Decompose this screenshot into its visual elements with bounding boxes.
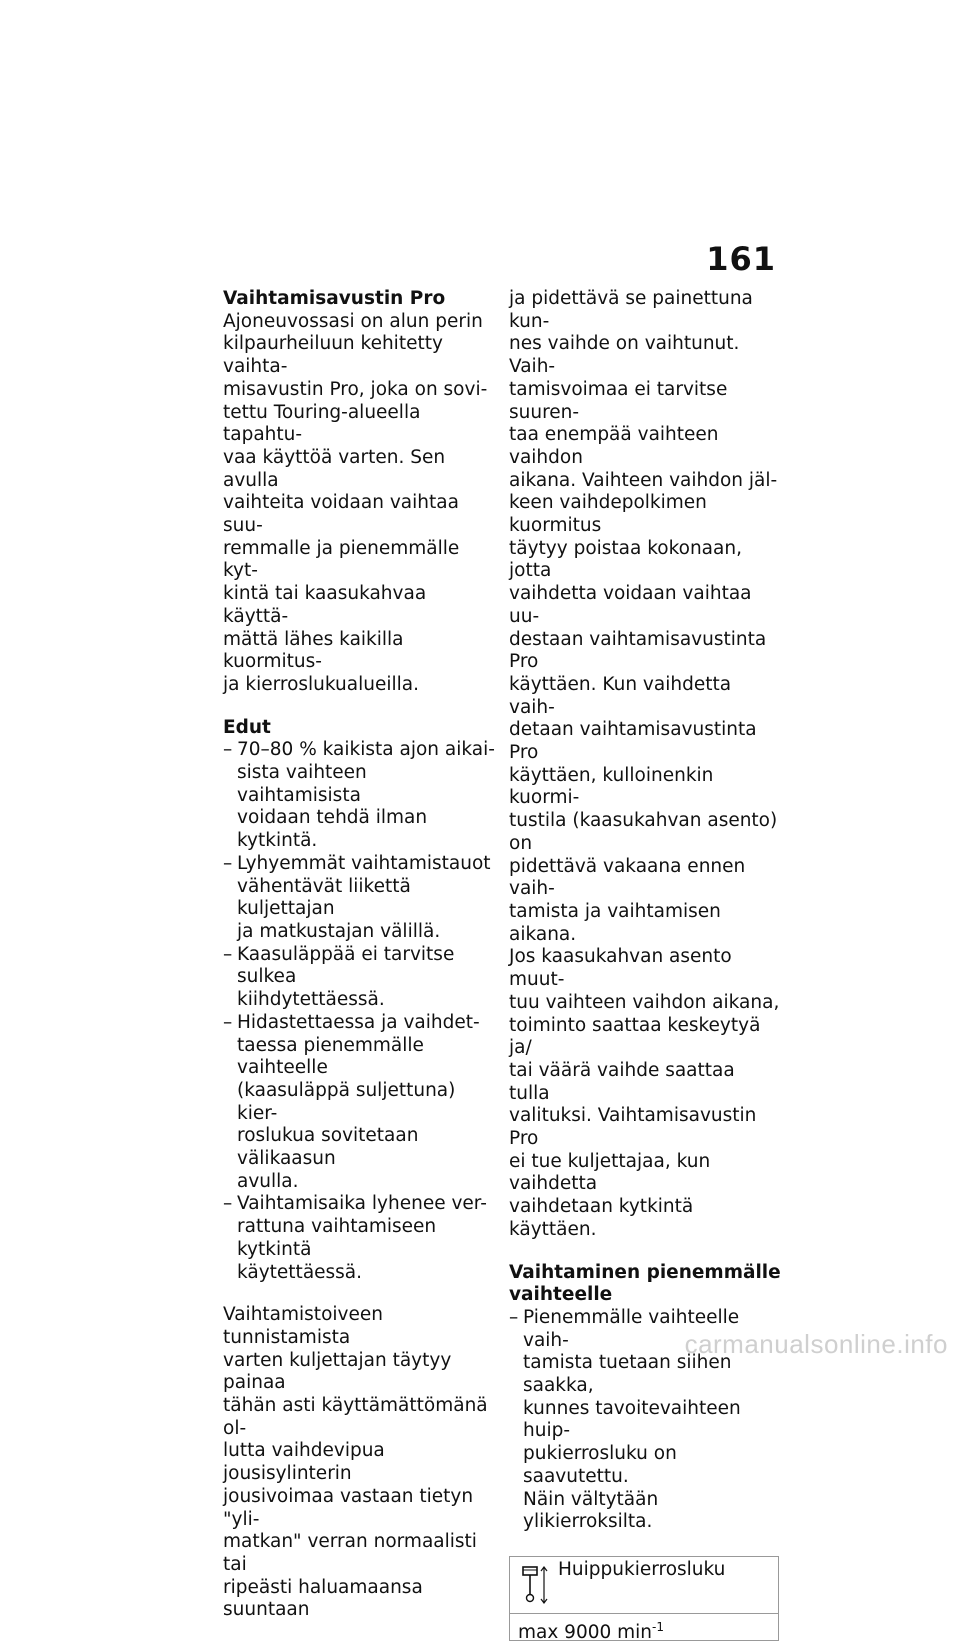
text-line: vaihteita voidaan vaihtaa suu- <box>223 492 459 537</box>
edut-list <box>223 739 495 1284</box>
text-line: detaan vaihtamisavustinta Pro <box>509 719 757 764</box>
watermark: carmanualsonline.info <box>684 1329 948 1359</box>
text-line: tähän asti käyttämättömänä ol- <box>223 1395 488 1439</box>
section-title: Vaihtamisavustin Pro <box>223 288 446 309</box>
text-line: taessa pienemmälle vaihteelle <box>237 1034 424 1079</box>
text-line: tettu Touring-alueella tapahtu- <box>223 401 421 446</box>
text-line: Jos kaasukahvan asento muut- <box>509 946 732 991</box>
list-item: – Kaasuläppää ei tarvitse sulkea kiihdytettäessä. <box>223 944 495 1012</box>
text-line: pukierrosluku on saavutettu. <box>523 1443 677 1487</box>
spec-label: Huippukierrosluku <box>558 1558 726 1580</box>
text-line: Pienemmälle vaihteelle vaih- <box>523 1306 740 1351</box>
spec-value-text: max 9000 min <box>518 1622 653 1644</box>
list-item: – Hidastettaessa ja vaihdet- taessa pienemmälle vaihteelle (kaasuläppä suljettuna) kier- roslukua sovitetaan välikaasun avulla. <box>223 1012 495 1194</box>
text-line: kintä tai kaasukahvaa käyttä- <box>223 583 427 627</box>
list-item: – Vaihtamisaika lyhenee ver- rattuna vaihtamiseen kytkintä käytettäessä. <box>223 1193 495 1284</box>
list-item: – Pienemmälle vaihteelle vaih- tamista tuetaan siihen saakka, kunnes tavoitevaihteen huip- pukierrosluku on saavutettu. Näin vältytään ylikierroksilta. <box>509 1307 781 1534</box>
text-line: keen vaihdepolkimen kuormitus <box>509 492 707 537</box>
text-line: aikana. Vaihteen vaihdon jäl- <box>509 469 778 491</box>
text-line: (kaasuläppä suljettuna) kier- <box>237 1079 456 1124</box>
text-line: destaan vaihtamisavustinta Pro <box>509 628 767 673</box>
text-line: rattuna vaihtamiseen kytkintä <box>237 1216 437 1260</box>
text-line: roslukua sovitetaan välikaasun <box>237 1125 419 1170</box>
text-line: tai väärä vaihde saattaa tulla <box>509 1059 735 1104</box>
text-line: ja matkustajan välillä. <box>237 920 441 942</box>
text-line: sista vaihteen vaihtamisista <box>237 762 367 806</box>
section-title: Vaihtaminen pienemmälle <box>509 1261 781 1283</box>
intro-paragraph <box>223 311 495 697</box>
list-item: – Lyhyemmät vaihtamistauot vähentävät liikettä kuljettajan ja matkustajan välillä. <box>223 853 495 944</box>
text-line: Ajoneuvossasi on alun perin <box>223 310 483 332</box>
text-line: matkan" verran normaalisti tai <box>223 1531 477 1575</box>
text-line: misavustin Pro, joka on sovi- <box>223 378 488 400</box>
text-line: Lyhyemmät vaihtamistauot <box>237 852 491 874</box>
text-line: vaa käyttöä varten. Sen avulla <box>223 446 446 491</box>
text-line: 70–80 % kaikista ajon aikai- <box>237 739 495 761</box>
text-line: täytyy poistaa kokonaan, jotta <box>509 537 742 582</box>
text-line: lutta vaihdevipua jousisylinterin <box>223 1440 385 1485</box>
continued-paragraph <box>509 288 781 1242</box>
text-line: ja kierroslukualueilla. <box>223 673 419 695</box>
text-line: voidaan tehdä ilman kytkintä. <box>237 807 428 852</box>
text-line: tamista ja vaihtamisen aikana. <box>509 900 721 945</box>
text-line: vaihdetta voidaan vaihtaa uu- <box>509 583 752 627</box>
text-line: kilpaurheiluun kehitetty vaihta- <box>223 333 443 378</box>
text-line: mättä lähes kaikilla kuormitus- <box>223 628 404 673</box>
section-title: vaihteelle <box>509 1284 613 1306</box>
text-line: tamisvoimaa ei tarvitse suuren- <box>509 378 728 423</box>
text-line: Kaasuläppää ei tarvitse sulkea <box>237 943 455 988</box>
text-line: tuu vaihteen vaihdon aikana, <box>509 991 780 1013</box>
page-number: 161 <box>706 240 776 278</box>
text-line: kiihdytettäessä. <box>237 989 385 1011</box>
text-line: kunnes tavoitevaihteen huip- <box>523 1397 741 1442</box>
text-line: Hidastettaessa ja vaihdet- <box>237 1011 480 1033</box>
text-line: pidettävä vakaana ennen vaih- <box>509 855 746 900</box>
text-line: käyttäen. Kun vaihdetta vaih- <box>509 673 732 718</box>
text-line: varten kuljettajan täytyy painaa <box>223 1349 452 1394</box>
list-item: – 70–80 % kaikista ajon aikai- sista vaihteen vaihtamisista voidaan tehdä ilman kytkintä. <box>223 739 495 852</box>
text-line: tustila (kaasukahvan asento) on <box>509 810 778 854</box>
text-line: vaihdetaan kytkintä käyttäen. <box>509 1196 694 1240</box>
text-line: remmalle ja pienemmälle kyt- <box>223 537 460 582</box>
text-line: nes vaihde on vaihtunut. Vaih- <box>509 333 740 378</box>
spec-value-sup: -1 <box>652 1619 665 1634</box>
text-line: ei tue kuljettajaa, kun vaihdetta <box>509 1150 711 1195</box>
text-line: Vaihtamistoiveen tunnistamista <box>223 1304 383 1348</box>
text-line: ja pidettävä se painettuna kun- <box>509 288 753 332</box>
left-column <box>223 288 495 1622</box>
right-column <box>509 288 781 1644</box>
text-line: Näin vältytään ylikierroksilta. <box>523 1488 659 1533</box>
edut-title: Edut <box>223 716 271 738</box>
text-line: valituksi. Vaihtamisavustin Pro <box>509 1105 757 1150</box>
spec-box <box>509 1556 779 1644</box>
body-paragraph <box>223 1304 495 1622</box>
text-line: jousivoimaa vastaan tietyn "yli- <box>223 1485 474 1530</box>
text-line: toiminto saattaa keskeytyä ja/ <box>509 1014 761 1059</box>
text-line: tamista tuetaan siihen saakka, <box>523 1352 732 1397</box>
text-line: käyttäen, kulloinenkin kuormi- <box>509 764 714 809</box>
text-line: taa enempää vaihteen vaihdon <box>509 424 719 468</box>
text-line: ripeästi haluamaansa suuntaan <box>223 1576 423 1621</box>
text-line: Vaihtamisaika lyhenee ver- <box>237 1193 487 1215</box>
spec-value <box>510 1614 778 1644</box>
spec-header <box>510 1557 778 1614</box>
text-line: vähentävät liikettä kuljettajan <box>237 875 411 920</box>
piston-icon <box>510 1557 558 1613</box>
text-line: käytettäessä. <box>237 1261 363 1283</box>
text-line: avulla. <box>237 1170 299 1192</box>
